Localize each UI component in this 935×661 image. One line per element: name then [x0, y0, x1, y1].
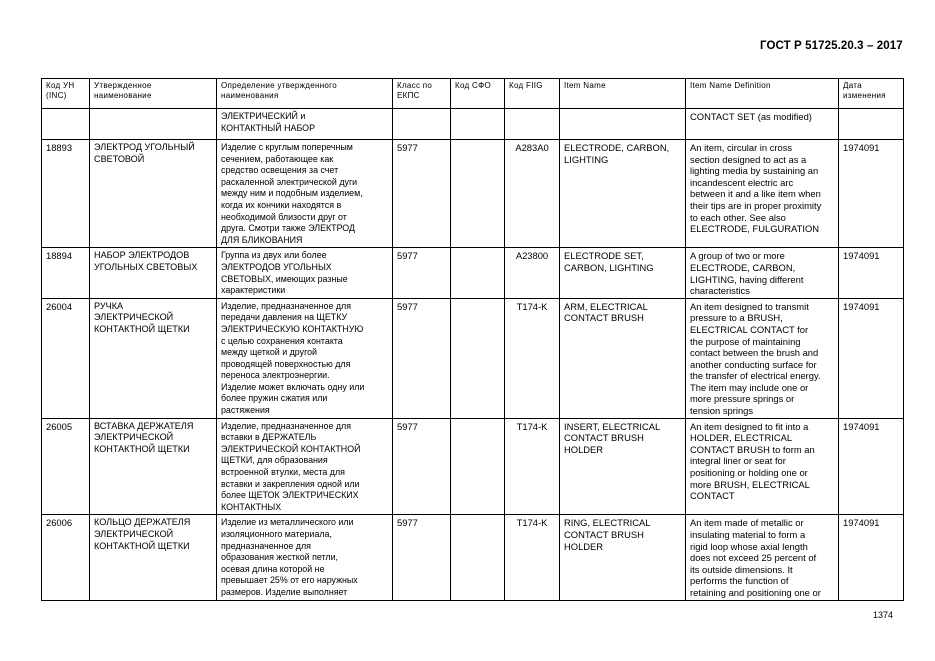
column-header-fiig-code: Код FIIG — [505, 79, 560, 109]
cell-item-name: ELECTRODE SET, CARBON, LIGHTING — [560, 248, 686, 298]
cell-approved-name: РУЧКА ЭЛЕКТРИЧЕСКОЙ КОНТАКТНОЙ ЩЕТКИ — [90, 298, 217, 418]
cell-item-name: RING, ELECTRICAL CONTACT BRUSH HOLDER — [560, 515, 686, 600]
cell-inc — [42, 109, 90, 140]
cell-change-date: 1974091 — [839, 515, 904, 600]
cell-sfo-code — [451, 140, 505, 248]
cell-sfo-code — [451, 298, 505, 418]
cell-item-name: ELECTRODE, CARBON, LIGHTING — [560, 140, 686, 248]
cell-approved-name: КОЛЬЦО ДЕРЖАТЕЛЯ ЭЛЕКТРИЧЕСКОЙ КОНТАКТНОЙ ЩЕТКИ — [90, 515, 217, 600]
cell-item-name: INSERT, ELECTRICAL CONTACT BRUSH HOLDER — [560, 418, 686, 515]
column-header-ekps-class: Класс по ЕКПС — [393, 79, 451, 109]
cell-ekps-class: 5977 — [393, 140, 451, 248]
cell-ekps-class: 5977 — [393, 248, 451, 298]
column-header-inc: Код УН (INC) — [42, 79, 90, 109]
cell-item-definition: An item designed to fit into a HOLDER, ELECTRICAL CONTACT BRUSH to form an integral liner or seat for positioning or holding one or more BRUSH, ELECTRICAL CONTACT — [686, 418, 839, 515]
cell-fiig-code: T174-K — [505, 418, 560, 515]
cell-approved-name: ВСТАВКА ДЕРЖАТЕЛЯ ЭЛЕКТРИЧЕСКОЙ КОНТАКТНОЙ ЩЕТКИ — [90, 418, 217, 515]
cell-inc: 18893 — [42, 140, 90, 248]
cell-fiig-code — [505, 109, 560, 140]
cell-approved-name: НАБОР ЭЛЕКТРОДОВ УГОЛЬНЫХ СВЕТОВЫХ — [90, 248, 217, 298]
table-row — [42, 515, 904, 600]
table-header-row — [42, 79, 904, 109]
column-header-item-definition: Item Name Definition — [686, 79, 839, 109]
cell-change-date: 1974091 — [839, 140, 904, 248]
column-header-approved-name: Утвержденное наименование — [90, 79, 217, 109]
column-header-sfo-code: Код СФО — [451, 79, 505, 109]
table-row — [42, 298, 904, 418]
column-header-change-date: Дата изменения — [839, 79, 904, 109]
cell-fiig-code: T174-K — [505, 298, 560, 418]
cell-sfo-code — [451, 418, 505, 515]
cell-inc: 26005 — [42, 418, 90, 515]
table-row — [42, 248, 904, 298]
cell-item-definition: An item designed to transmit pressure to a BRUSH, ELECTRICAL CONTACT for the purpose of maintaining contact between the brush and another conducting surface for the transfer of electrical energy. The item may include one or more pressure springs or tension springs — [686, 298, 839, 418]
cell-fiig-code: T174-K — [505, 515, 560, 600]
cell-change-date: 1974091 — [839, 418, 904, 515]
cell-item-name: ARM, ELECTRICAL CONTACT BRUSH — [560, 298, 686, 418]
page-number: 1374 — [873, 610, 894, 620]
table-row — [42, 109, 904, 140]
cell-inc: 18894 — [42, 248, 90, 298]
cell-item-definition: CONTACT SET (as modified) — [686, 109, 839, 140]
cell-approved-definition: ЭЛЕКТРИЧЕСКИЙ и КОНТАКТНЫЙ НАБОР — [217, 109, 393, 140]
cell-item-definition: An item made of metallic or insulating material to form a rigid loop whose axial length does not exceed 25 percent of its outside dimensions. It performs the function of retaining and positioning one or — [686, 515, 839, 600]
table-row — [42, 140, 904, 248]
table-row — [42, 418, 904, 515]
cell-approved-definition: Изделие, предназначенное для передачи давления на ЩЕТКУ ЭЛЕКТРИЧЕСКУЮ КОНТАКТНУЮ с целью сохранения контакта между щеткой и другой проводящей поверхностью для переноса электроэнергии. Изделие может включать одну или более пружин сжатия или растяжения — [217, 298, 393, 418]
cell-ekps-class — [393, 109, 451, 140]
cell-change-date — [839, 109, 904, 140]
cell-sfo-code — [451, 109, 505, 140]
cell-item-definition: A group of two or more ELECTRODE, CARBON, LIGHTING, having different characteristics — [686, 248, 839, 298]
cell-approved-definition: Изделие, предназначенное для вставки в ДЕРЖАТЕЛЬ ЭЛЕКТРИЧЕСКОЙ КОНТАКТНОЙ ЩЕТКИ, для образования встроенной втулки, места для вставки и закрепления одной или более ЩЕТОК ЭЛЕКТРИЧЕСКИХ КОНТАКТНЫХ — [217, 418, 393, 515]
cell-approved-definition: Группа из двух или более ЭЛЕКТРОДОВ УГОЛЬНЫХ СВЕТОВЫХ, имеющих разные характеристики — [217, 248, 393, 298]
cell-approved-name — [90, 109, 217, 140]
document-code: ГОСТ Р 51725.20.3 – 2017 — [760, 40, 903, 52]
cell-inc: 26006 — [42, 515, 90, 600]
cell-approved-definition: Изделие с круглым поперечным сечением, работающее как средство освещения за счет раскаленной электрической дуги между ним и подобным изделием, когда их кончики находятся в необходимой близости друг от друга. Смотри также ЭЛЕКТРОД ДЛЯ БЛИКОВАНИЯ — [217, 140, 393, 248]
cell-inc: 26004 — [42, 298, 90, 418]
cell-item-definition: An item, circular in cross section designed to act as a lighting media by sustaining an incandescent electric arc between it and a like item when their tips are in proper proximity to each other. See also ELECTRODE, FULGURATION — [686, 140, 839, 248]
cell-approved-name: ЭЛЕКТРОД УГОЛЬНЫЙ СВЕТОВОЙ — [90, 140, 217, 248]
cell-ekps-class: 5977 — [393, 515, 451, 600]
cell-approved-definition: Изделие из металлического или изоляционного материала, предназначенное для образования жесткой петли, осевая длина которой не превышает 25% от его наружных размеров. Изделие выполняет — [217, 515, 393, 600]
column-header-approved-definition: Определение утвержденного наименования — [217, 79, 393, 109]
cell-sfo-code — [451, 515, 505, 600]
cell-sfo-code — [451, 248, 505, 298]
cell-fiig-code: A283A0 — [505, 140, 560, 248]
cell-change-date: 1974091 — [839, 298, 904, 418]
catalog-table — [41, 78, 904, 601]
column-header-item-name: Item Name — [560, 79, 686, 109]
cell-ekps-class: 5977 — [393, 418, 451, 515]
cell-fiig-code: A23800 — [505, 248, 560, 298]
cell-item-name — [560, 109, 686, 140]
cell-ekps-class: 5977 — [393, 298, 451, 418]
cell-change-date: 1974091 — [839, 248, 904, 298]
